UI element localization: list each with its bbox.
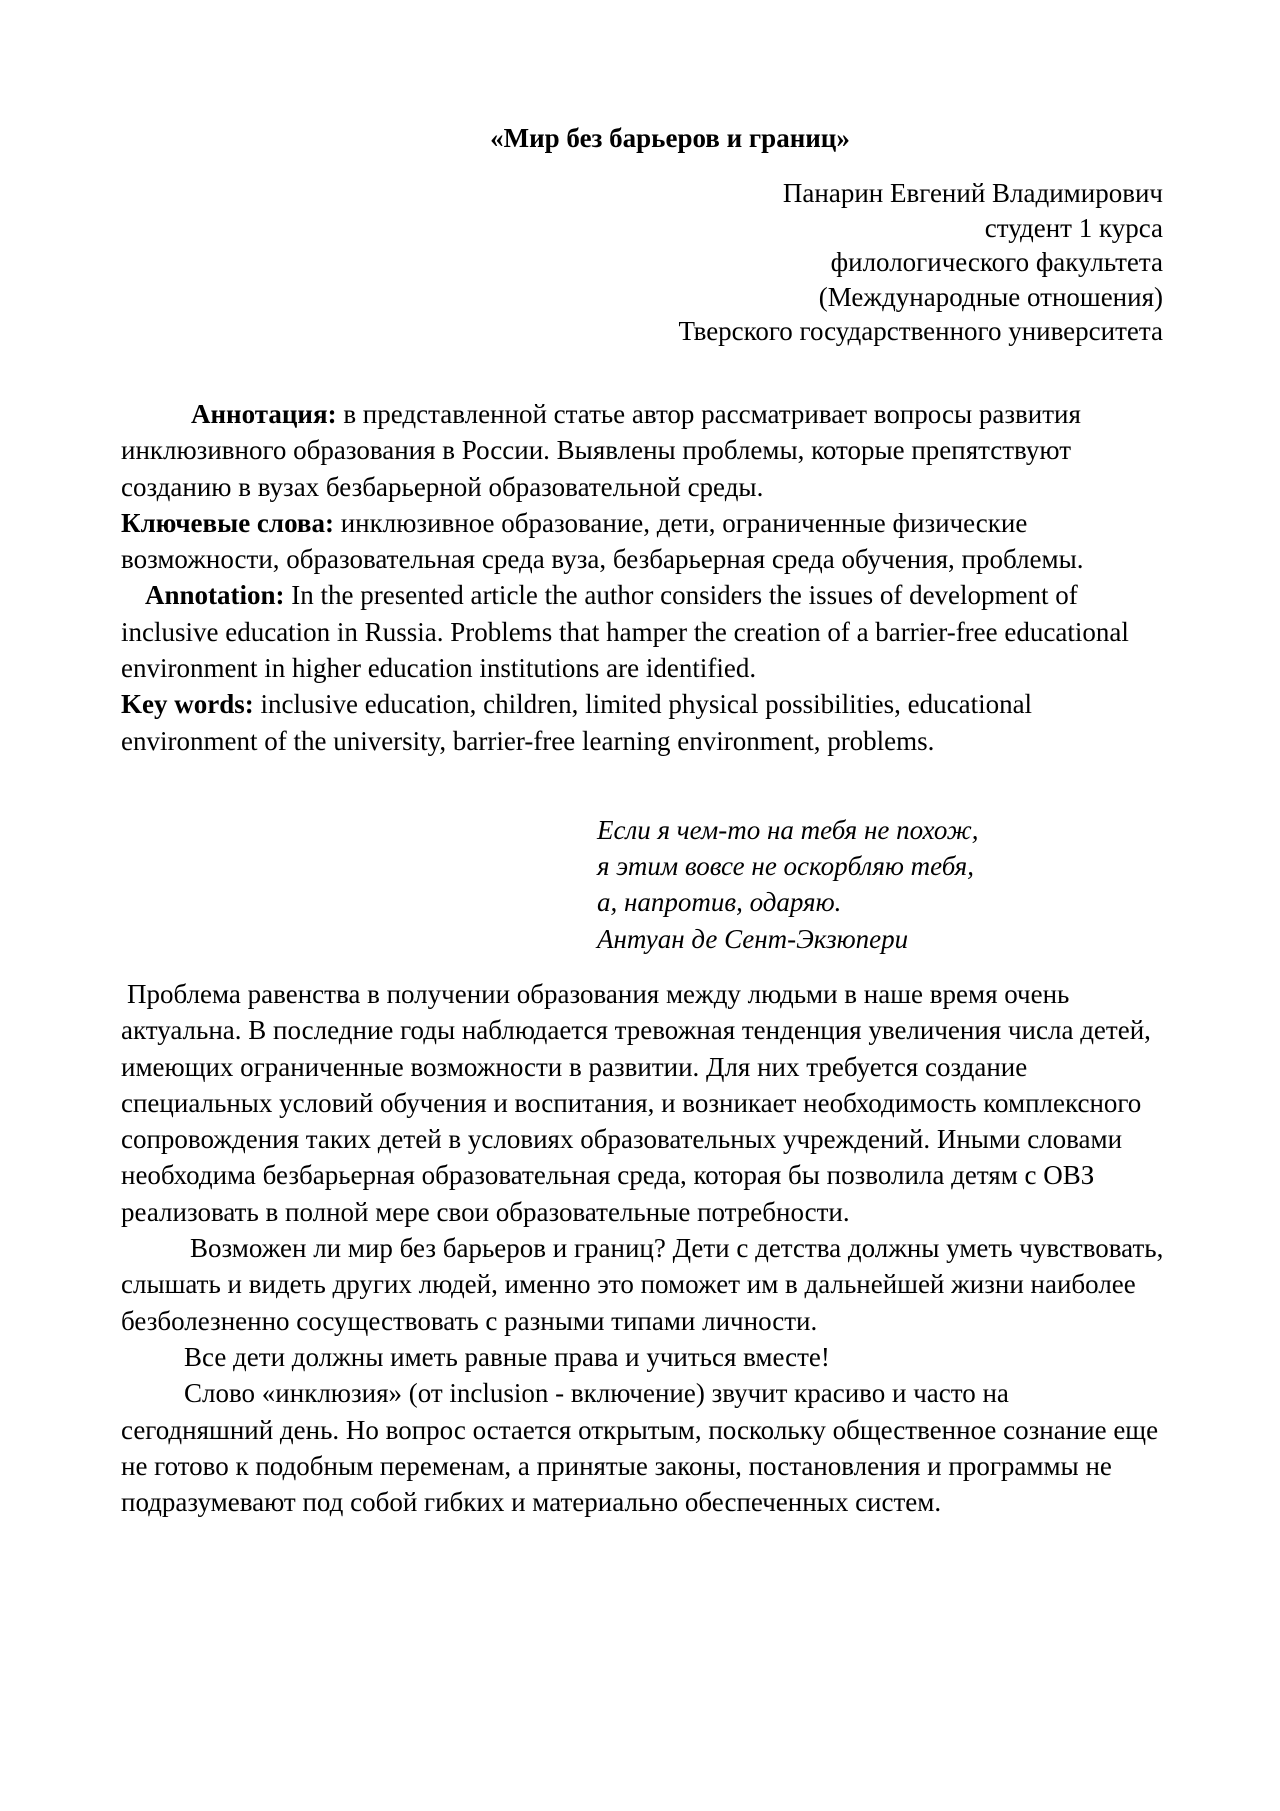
- keywords-ru-label: Ключевые слова:: [121, 507, 334, 538]
- epigraph-line-2: я этим вовсе не оскорбляю тебя,: [597, 851, 974, 882]
- main-text: [121, 976, 1166, 1520]
- paragraph-3: Все дети должны иметь равные права и учиться вместе!: [184, 1341, 830, 1372]
- epigraph-attribution: Антуан де Сент-Экзюпери: [597, 923, 909, 954]
- keywords-en: [121, 686, 1166, 759]
- abstract-ru-label: Аннотация:: [191, 399, 337, 429]
- abstract-section: [121, 396, 1166, 759]
- epigraph-line-1: Если я чем-то на тебя не похож,: [597, 815, 979, 845]
- author-faculty: филологического факультета: [830, 247, 1163, 277]
- abstract-en-label: Annotation:: [145, 580, 285, 611]
- author-block: [678, 176, 1163, 349]
- abstract-ru-text: в представленной статье автор рассматривает вопросы развития инклюзивного образования в России. Выявлены проблемы, которые препятствуют созданию в вузах безбарьерной образовательной среды.: [121, 399, 1081, 502]
- keywords-en-label: Key words:: [121, 689, 254, 720]
- paragraph-4: Слово «инклюзия» (от inclusion - включение) звучит красиво и часто на сегодняшний день. Но вопрос остается открытым, поскольку общественное сознание еще не готово к подобным переменам, а принятые законы, постановления и программы не подразумевают под собой гибких и материально обеспеченных систем.: [121, 1378, 1159, 1518]
- epigraph: [597, 812, 979, 957]
- epigraph-line-3: а, напротив, одаряю.: [597, 887, 842, 918]
- abstract-en: [121, 577, 1166, 686]
- abstract-en-text: In the presented article the author considers the issues of development of inclusive education in Russia. Problems that hamper the creation of a barrier-free educational environment in higher education institutions are identified.: [121, 580, 1129, 684]
- article-title: «Мир без барьеров и границ»: [490, 123, 850, 153]
- paragraph-1: Проблема равенства в получении образования между людьми в наше время очень актуальна. В последние годы наблюдается тревожная тенденция увеличения числа детей, имеющих ограниченные возможности в развитии. Для них требуется создание специальных условий обучения и воспитания, и возникает необходимость комплексного сопровождения таких детей в условиях образовательных учреждений. Иными словами необходима безбарьерная образовательная среда, которая бы позволила детям с ОВЗ реализовать в полной мере свои образовательные потребности.: [121, 979, 1151, 1227]
- author-name: Панарин Евгений Владимирович: [782, 178, 1163, 208]
- paragraph-2: Возможен ли мир без барьеров и границ? Дети с детства должны уметь чувствовать, слышать и видеть других людей, именно это поможет им в дальнейшей жизни наиболее безболезненно сосуществовать с разными типами личности.: [121, 1233, 1164, 1336]
- keywords-ru: [121, 505, 1166, 578]
- author-program: (Международные отношения): [818, 281, 1163, 312]
- author-course: студент 1 курса: [984, 212, 1163, 243]
- keywords-en-text: inclusive education, children, limited physical possibilities, educational environment of the university, barrier-free learning environment, problems.: [121, 689, 1033, 756]
- author-university: Тверского государственного университета: [678, 316, 1163, 346]
- keywords-ru-text: инклюзивное образование, дети, ограниченные физические возможности, образовательная среда вуза, безбарьерная среда обучения, проблемы.: [121, 507, 1084, 575]
- abstract-ru: [121, 396, 1166, 505]
